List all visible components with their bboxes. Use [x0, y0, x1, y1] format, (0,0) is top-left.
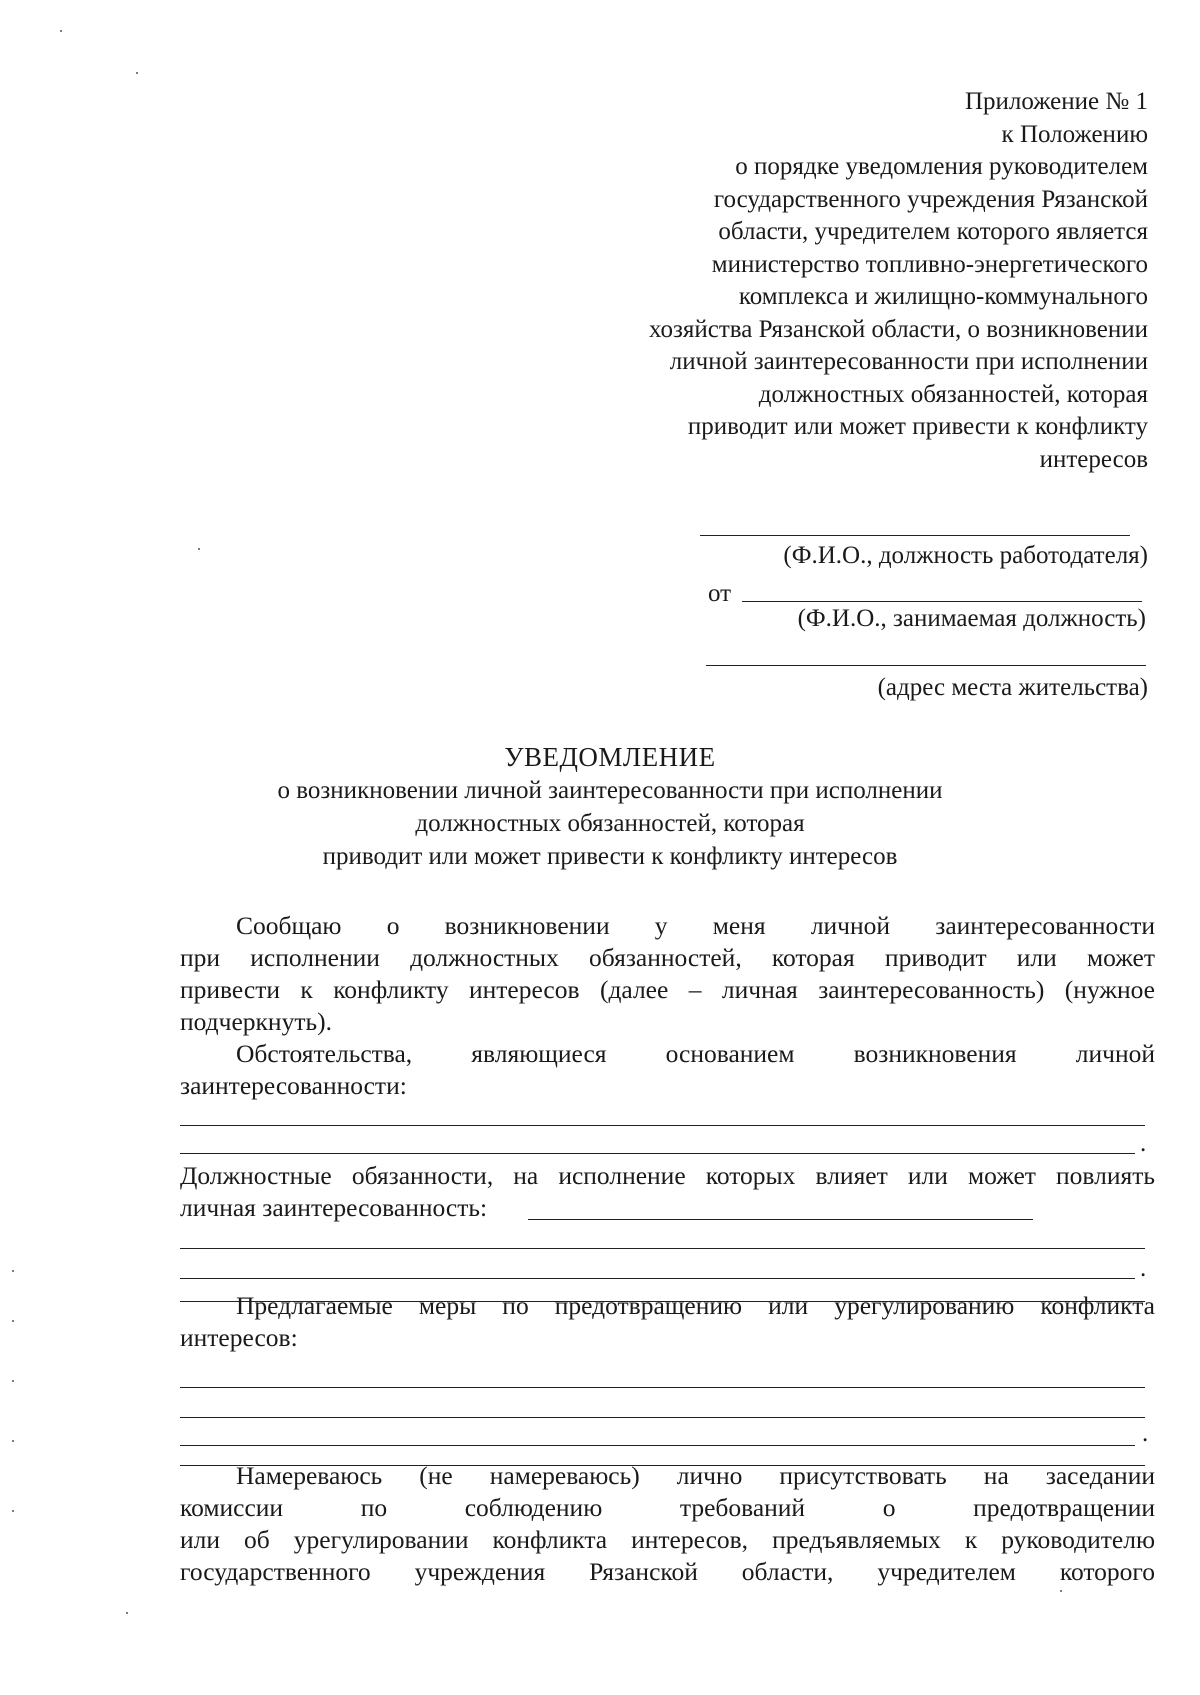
paragraph-line: интересов: [180, 1323, 298, 1352]
paragraph-line: Обстоятельства, являющиеся основанием возникновения личной [236, 1039, 1155, 1068]
sender-blank-line[interactable] [742, 601, 1142, 602]
paragraph-duties [180, 1160, 1155, 1224]
paragraph-line: заинтересованности: [180, 1071, 407, 1100]
notice-subtitle-line: должностных обязанностей, которая [415, 810, 805, 837]
sender-caption: (Ф.И.О., занимаемая должность) [797, 605, 1146, 632]
paragraph-line: при исполнении должностных обязанностей, которая приводит или может [180, 943, 1155, 972]
appendix-line: области, учредителем которого является [718, 218, 1148, 245]
circumstances-blank-line[interactable] [180, 1153, 1135, 1154]
appendix-line: личной заинтересованности при исполнении [669, 348, 1148, 375]
duties-blank-line[interactable] [180, 1278, 1135, 1279]
notice-subtitle-line: приводит или может привести к конфликту интересов [322, 843, 898, 870]
paragraph-line: привести к конфликту интересов (далее – личная заинтересованность) (нужное [180, 975, 1155, 1004]
appendix-line: приводит или может привести к конфликту [687, 413, 1148, 440]
appendix-line: интересов [1039, 445, 1148, 473]
appendix-line: комплекса и жилищно-коммунального [738, 283, 1148, 310]
scan-speck [12, 1510, 14, 1512]
employer-caption: (Ф.И.О., должность работодателя) [783, 542, 1148, 569]
scan-speck [136, 72, 138, 74]
address-blank-line[interactable] [706, 665, 1146, 666]
scan-speck [126, 1612, 128, 1614]
appendix-line: к Положению [1001, 120, 1148, 148]
from-label: от [708, 580, 732, 607]
end-dot: . [1142, 1420, 1149, 1447]
appendix-line: Приложение № 1 [964, 88, 1148, 115]
scan-speck [60, 30, 62, 32]
paragraph-line: Намереваюсь (не намереваюсь) лично присутствовать на заседании [236, 1461, 1155, 1490]
paragraph-line: Предлагаемые меры по предотвращению или урегулированию конфликта [236, 1291, 1155, 1320]
end-dot: . [1140, 1130, 1147, 1157]
circumstances-blank-line[interactable] [180, 1125, 1145, 1126]
appendix-line: хозяйства Рязанской области, о возникновении [648, 315, 1148, 343]
paragraph-line: комиссии по соблюдению требований о предотвращении [180, 1493, 1155, 1522]
employer-blank-line[interactable] [700, 535, 1130, 536]
measures-blank-line[interactable] [180, 1417, 1145, 1418]
paragraph-line: государственного учреждения Рязанской области, учредителем которого [180, 1557, 1155, 1586]
scan-speck [12, 1440, 14, 1442]
notice-heading [170, 740, 1050, 873]
appendix-line: о порядке уведомления руководителем [735, 153, 1148, 180]
notice-title: УВЕДОМЛЕНИЕ [504, 742, 716, 772]
paragraph-line: подчеркнуть). [180, 1007, 332, 1036]
duties-blank-line[interactable] [180, 1248, 1145, 1249]
scan-speck [198, 548, 200, 550]
duties-inline-blank-line[interactable] [528, 1219, 1033, 1220]
appendix-header [528, 86, 1148, 476]
appendix-line: государственного учреждения Рязанской [713, 185, 1148, 213]
paragraph-circumstances [180, 1038, 1155, 1102]
address-caption: (адрес места жительства) [877, 674, 1148, 701]
paragraph-line: Должностные обязанности, на исполнение которых влияет или может повлиять [180, 1161, 1155, 1190]
paragraph-line: Сообщаю о возникновении у меня личной заинтересованности [236, 911, 1155, 940]
scan-speck [1060, 1590, 1062, 1592]
paragraph-line: личная заинтересованность: [180, 1193, 488, 1222]
paragraph-measures [180, 1290, 1155, 1354]
measures-blank-line[interactable] [180, 1387, 1145, 1388]
appendix-line: должностных обязанностей, которая [758, 380, 1148, 408]
paragraph-line: или об урегулировании конфликта интересов, предъявляемых к руководителю [180, 1525, 1155, 1554]
paragraph-intention [180, 1460, 1155, 1588]
paragraph-notice [180, 910, 1155, 1038]
appendix-line: министерство топливно-энергетического [711, 250, 1148, 278]
notice-subtitle-line: о возникновении личной заинтересованности при исполнении [277, 777, 943, 804]
measures-blank-line[interactable] [180, 1445, 1135, 1446]
scan-speck [12, 1270, 14, 1272]
scan-speck [12, 1380, 14, 1382]
end-dot: . [1140, 1255, 1147, 1282]
scan-speck [12, 1320, 14, 1322]
